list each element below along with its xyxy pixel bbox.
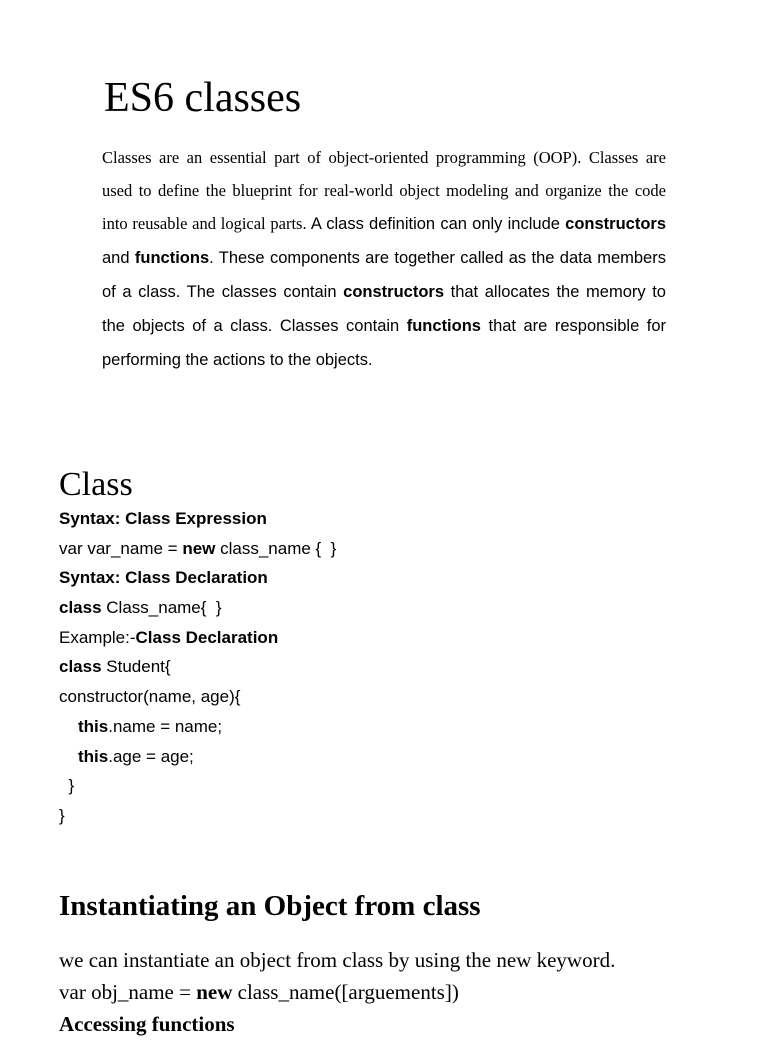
intro-text-6: that are responsible for performing the actions to the objects. bbox=[102, 317, 666, 369]
accessing-functions-heading bbox=[59, 1008, 739, 1040]
intro-paragraph bbox=[102, 141, 666, 377]
inst-new-keyword: new bbox=[196, 980, 233, 1004]
class-code-block bbox=[59, 504, 699, 831]
syntax-expression-label bbox=[59, 504, 699, 534]
class-expression-line bbox=[59, 534, 699, 564]
constructor-line: constructor(name, age){ bbox=[59, 687, 241, 707]
inst-code-pre: var obj_name = bbox=[59, 980, 197, 1004]
class-section-heading: Class bbox=[59, 466, 133, 503]
instantiation-text: we can instantiate an object from class by using the new keyword. bbox=[59, 948, 616, 972]
this-name-line bbox=[59, 712, 699, 742]
syntax-declaration-label-text: Syntax: Class Declaration bbox=[59, 568, 268, 588]
expr-pre: var var_name = bbox=[59, 538, 183, 558]
this-age-line bbox=[59, 742, 699, 772]
intro-text-2 bbox=[102, 215, 666, 369]
example-pre: Example:- bbox=[59, 627, 136, 647]
decl-post: Class_name{ } bbox=[101, 598, 222, 618]
syntax-declaration-label bbox=[59, 563, 699, 593]
this-age-assign: .age = age; bbox=[108, 746, 194, 766]
outer-close-brace: } bbox=[59, 805, 65, 825]
intro-text-3: and bbox=[102, 249, 135, 267]
intro-text-1: Classes are an essential part of object-oriented programming (OOP). Classes are used to define the blueprint for real-world object modeling and organize the code into reusable and logical parts. bbox=[102, 148, 666, 233]
this-name-assign: .name = name; bbox=[108, 716, 223, 736]
class-declaration-line bbox=[59, 593, 699, 623]
expr-post: class_name { } bbox=[215, 538, 337, 558]
keyword-constructors-2: constructors bbox=[343, 283, 444, 301]
example-bold: Class Declaration bbox=[135, 627, 279, 647]
keyword-constructors: constructors bbox=[565, 215, 666, 233]
expr-new-keyword: new bbox=[182, 538, 216, 558]
accessing-functions-heading-text: Accessing functions bbox=[59, 1012, 235, 1036]
this-keyword-1: this bbox=[78, 716, 109, 736]
instantiation-body bbox=[59, 944, 739, 1040]
inner-close-brace: } bbox=[59, 776, 75, 796]
keyword-functions-2: functions bbox=[406, 317, 481, 335]
example-class-keyword: class bbox=[59, 657, 102, 677]
intro-text-4: . These components are together called as the data members of a class. The classes contain bbox=[102, 249, 666, 301]
example-label bbox=[59, 623, 699, 653]
inst-code-post: class_name([arguements]) bbox=[232, 980, 459, 1004]
decl-class-keyword: class bbox=[59, 598, 102, 618]
example-class-post: Student{ bbox=[101, 657, 171, 677]
intro-text-2a: A class definition can only include bbox=[306, 215, 566, 233]
keyword-functions: functions bbox=[134, 249, 210, 267]
syntax-expression-label-text: Syntax: Class Expression bbox=[59, 509, 267, 528]
instantiation-code-line bbox=[59, 976, 739, 1008]
example-class-line bbox=[59, 652, 699, 682]
this-keyword-2: this bbox=[78, 746, 109, 766]
instantiation-heading: Instantiating an Object from class bbox=[59, 890, 481, 922]
intro-text-5: that allocates the memory to the objects of a class. Classes contain bbox=[102, 283, 666, 335]
page-title: ES6 classes bbox=[104, 75, 302, 121]
